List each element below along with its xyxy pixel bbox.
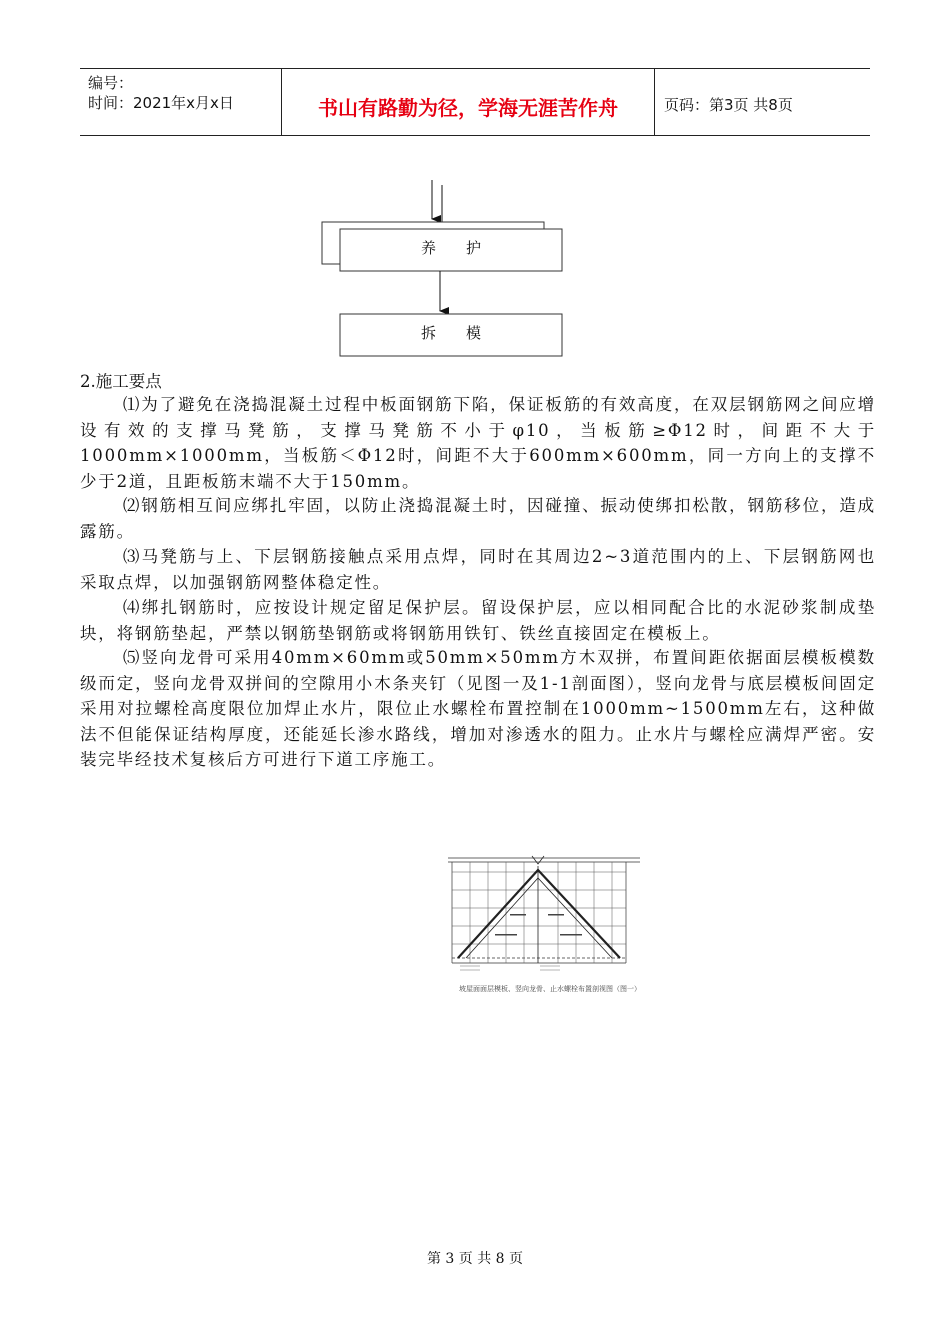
header-page-label: 页码：第3页 共8页 bbox=[664, 96, 793, 114]
section-item-3: ⑶马凳筋与上、下层钢筋接触点采用点焊，同时在其周边2~3道范围内的上、下层钢筋网也采取点焊，以加强钢筋网整体稳定性。 bbox=[80, 547, 876, 592]
header-code-label: 编号： bbox=[88, 74, 134, 92]
header-date-label: 时间：2021年x月x日 bbox=[88, 94, 234, 112]
header-divider bbox=[654, 68, 655, 136]
header-motto: 书山有路勤为径，学海无涯苦作舟 bbox=[318, 96, 618, 120]
roof-section-drawing bbox=[440, 848, 660, 982]
section-item-5: ⑸竖向龙骨可采用40mm×60mm或50mm×50mm方木双拼，布置间距依据面层模板模数级而定，竖向龙骨双拼间的空隙用小木条夹钉（见图一及1-1剖面图），竖向龙骨与底层模板间固定采用对拉螺栓高度限位加焊止水片，限位止水螺栓布置控制在1000mm~1500mm左右，这种做法不但能保证结构厚度，还能延长渗水路线，增加对渗透水的阻力。止水片与螺栓应满焊严密。安装完毕经技术复核后方可进行下道工序施工。 bbox=[80, 648, 876, 769]
section-item-2: ⑵钢筋相互间应绑扎牢固，以防止浇捣混凝土时，因碰撞、振动使绑扣松散，钢筋移位，造成露筋。 bbox=[80, 496, 876, 541]
flow-step-maintain: 养 护 bbox=[420, 239, 481, 257]
section-item-1: ⑴为了避免在浇捣混凝土过程中板面钢筋下陷，保证板筋的有效高度，在双层钢筋网之间应增设有效的支撑马凳筋，支撑马凳筋不小于φ10，当板筋≥Φ12时，间距不大于1000mm×1000mm，当板筋＜Φ12时，间距不大于600mm×600mm，同一方向上的支撑不少于2道，且距板筋末端不大于150mm。 bbox=[80, 395, 876, 491]
flow-step-demold: 拆 模 bbox=[420, 324, 481, 342]
section-item-4: ⑷绑扎钢筋时，应按设计规定留足保护层。留设保护层，应以相同配合比的水泥砂浆制成垫块，将钢筋垫起，严禁以钢筋垫钢筋或将钢筋用铁钉、铁丝直接固定在模板上。 bbox=[80, 598, 876, 643]
header-bottom-rule bbox=[80, 135, 870, 136]
section-heading: 2.施工要点 bbox=[80, 372, 162, 391]
figure-caption: 坡屋面面层模板、竖向龙骨、止水螺栓布置剖视图（图一） bbox=[459, 985, 641, 993]
header-top-rule bbox=[80, 68, 870, 69]
footer-page-number: 第 3 页 共 8 页 bbox=[426, 1251, 524, 1267]
